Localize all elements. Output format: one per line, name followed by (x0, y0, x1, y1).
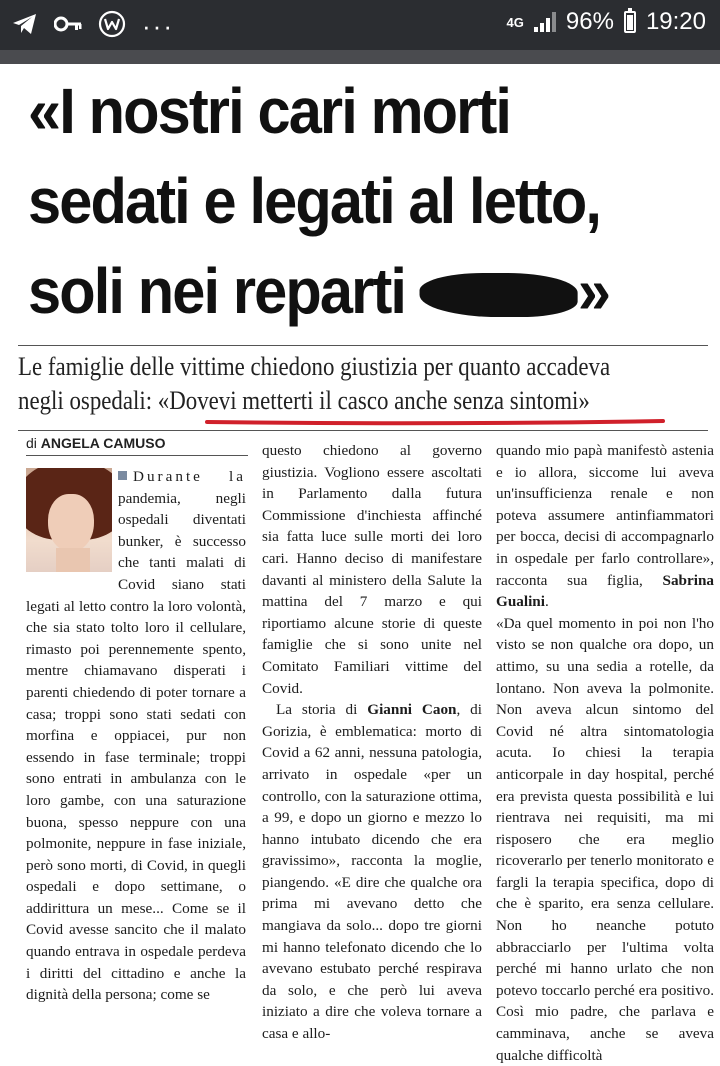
lead-marker-icon (118, 471, 127, 480)
battery-percent: 96% (565, 8, 614, 35)
column-3-paragraph-1 (496, 440, 714, 613)
notification-icons (12, 10, 174, 43)
system-indicators (507, 8, 706, 36)
lead-word: Durante la (133, 468, 246, 485)
column-2-person-name: Gianni Caon (367, 701, 457, 719)
column-2-paragraph-1: questo chiedono al governo giustizia. Vogliono essere ascoltati in Parlamento dalla futura Commissione d'inchiesta affinché sia fatta luce sulle morti dei loro cari. Hanno deciso di manifestare davanti al ministero della Salute la mattina del 7 marzo e qui riportiamo alcune storie di queste famiglie che si sono unite nel Comitato Familiari vittime del Covid. (262, 442, 482, 697)
w-circle-icon (98, 10, 126, 43)
column-3-p1-start: quando mio papà manifestò astenia e io allora, siccome lui aveva un'insufficienza renale e non poteva assumere antinfiammatori per bocca, decisi di accompagnarlo in ospedale per farlo controllare», racconta sua figlia, (496, 442, 714, 589)
headline-rule (18, 345, 708, 346)
network-type-label: 4G (506, 14, 524, 30)
headline-line-2: sedati e legati al letto, (28, 165, 601, 237)
column-2-paragraph-2 (262, 699, 482, 1045)
headline-line-3 (28, 246, 660, 336)
overflow-dots: ··· (142, 11, 174, 41)
article-headline (28, 66, 660, 336)
byline-prefix: di (26, 435, 41, 451)
status-bar-divider (0, 50, 720, 64)
author-photo (26, 468, 112, 572)
red-underline-mark (205, 418, 665, 426)
headline-close-quote: » (577, 255, 610, 327)
column-3-person-name: Sabrina Gualini (496, 571, 714, 611)
column-1-body: pandemia, negli ospedali diventati bunker, è successo che tanti malati di Covid siano stati legati al letto contro la loro volontà, che sia stato tolto loro il cellulare, rimasto poi perennemente spento, mentre chiamavano disperati i parenti chiedendo di poter tornare a casa; troppi sono stati sedati con morfina e oppiacei, pur non essendo in fase terminale; troppi sono entrati in ambulanza con le loro gambe, con una saturazione buona, spesso neppure con una polmonite, neppure in fase iniziale, però sono morti, di Covid, in quegli ospedali e dopo settimane, o addirittura un mese... Come se il Covid avesse sancito che il malato quando entrava in ospedale perdeva i diritti del cittadino e anche la dignità della persona; come se (26, 489, 246, 1004)
photo-neck (56, 548, 90, 572)
subhead-line-1: Le famiglie delle vittime chiedono giustizia per quanto accadeva (18, 352, 611, 381)
subhead-prefix: negli ospedali: (18, 386, 158, 415)
headline-line-1: «I nostri cari morti (28, 75, 511, 147)
status-bar (0, 0, 720, 50)
clock: 19:20 (645, 8, 706, 35)
headline-line-3-text: soli nei reparti (28, 255, 406, 327)
byline-rule (26, 455, 248, 456)
subhead-rule (18, 430, 708, 431)
column-3-paragraph-2: «Da quel momento in poi non l'ho visto se non qualche ora dopo, un attimo, su una sedia a rotelle, da lontano. Non aveva la polmonite. Non aveva alcun sintomo del Covid né altra sintomatologia acuta. Io chiesi la terapia anticorpale in day hospital, perché era prevista questa possibilità e lui rientrava nei requisiti, ma mi risposero che era meglio ricoverarlo per tenerlo monitorato e fargli la terapia specifica, dopo di che è sparito, era senza cellulare. Non ho neanche potuto abbracciarlo per l'ultima volta perché mi hanno urlato che non potevo toccarlo perché era positivo. Così mio padre, che parlava e camminava, anche se aveva qualche difficoltà (496, 614, 714, 1064)
article-subhead (18, 350, 713, 418)
redaction-blot (420, 273, 578, 317)
article-column-3 (496, 440, 714, 1066)
column-2-p2-rest: , di Gorizia, è emblematica: morto di Covid a 62 anni, nessuna patologia, arrivato in ospedale «per un controllo, con la saturazione ottima, a 99, e dopo un giorno e mezzo lo hanno intubato dicendo che era gravissimo», racconta la moglie, piangendo. «E dire che qualche ora prima mi avevano detto che mangiava da solo... dopo tre giorni mi hanno telefonato dicendo che lo avevano estubato perché respirava da solo, e che però lui aveva iniziato a dire che voleva tornare a casa e allo- (262, 701, 482, 1043)
signal-icon (534, 12, 556, 32)
photo-face (48, 494, 94, 552)
article-column-1 (26, 466, 246, 1006)
subhead-line-2 (18, 384, 713, 418)
battery-icon (624, 11, 636, 33)
column-3-p1-end: . (544, 593, 549, 611)
telegram-icon (12, 12, 38, 41)
subhead-quote: «Dovevi metterti il casco anche senza sintomi» (157, 386, 590, 415)
byline (26, 435, 166, 451)
column-2-p2-start: La storia di (276, 701, 368, 719)
byline-author: ANGELA CAMUSO (40, 435, 166, 451)
article-column-2 (262, 440, 482, 1045)
key-icon (54, 15, 82, 38)
